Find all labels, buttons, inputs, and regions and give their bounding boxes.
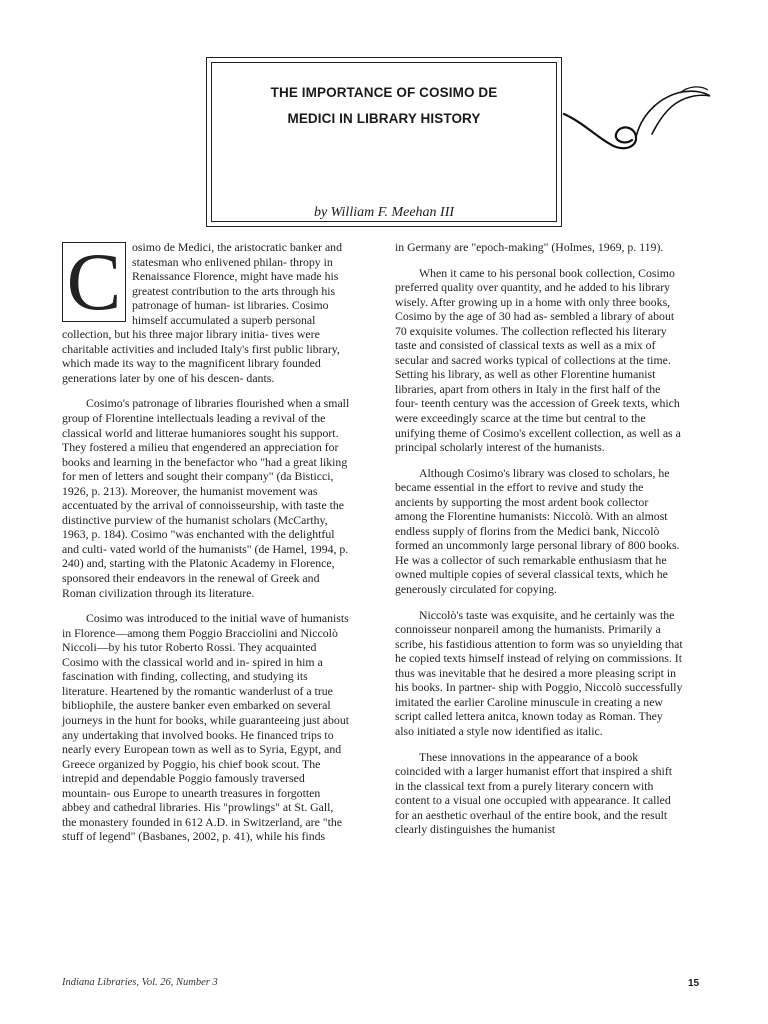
paragraph: These innovations in the appearance of a book coincided with a larger humanist effort that inspired a shift in the classical text from a purely literary concern with content to a visual one occupied with appearance. It called for an aesthetic overhaul of the entire book, and the result clearly distinguishes the humanist (395, 749, 673, 837)
paragraph: Cosimo's patronage of libraries flourished when a small group of Florentine intellectuals leading a revival of the classical world and litterae humaniores sought his support. They fostered a milieu that engendered an appreciation for books and learning in the benefactor who "had a great liking for men of letters and sought their company" (da Bisticci, 1926, p. 213). Moreover, the humanist movement was accentuated by the arrival of connoisseurship, with taste the distinctive purview of the humanist scholars (McCarthy, 1963, p. 184). Cosimo "was enchanted with the delightful and culti- vated world of the humanists" (de Hamel, 1994, p. 240) and, starting with the Platonic Academy in Florence, sponsored their endeavors in the renewal of Greek and Roman civilization through its literature. (62, 396, 350, 600)
drop-cap (62, 236, 126, 327)
left-column (62, 236, 350, 855)
ornamental-flourish-icon (562, 82, 712, 162)
paragraph: Cosimo was introduced to the initial wave of humanists in Florence—among them Poggio Bracciolini and Niccolò Niccoli—by his tutor Roberto Rossi. They acquainted Cosimo with the classical world and in- spired in him a fascination with finding, collecting, and studying its literature. Heartened by the romantic wanderlust of a true bibliophile, the austere banker even embarked on several journeys in the hunt for books, while guaranteeing just about any undertaking that involved books. He financed trips to nearly every European town as well as to Syria, Egypt, and Greece organized by Poggio, his chief book scout. The intrepid and dependable Poggio famously traversed mountain- ous Europe to unearth treasures in forgotten abbey and cathedral libraries. His "prowlings" at St. Gall, the monastery founded in 612 A.D. in Switzerland, are "the stuff of legend" (Basbanes, 2002, p. 41), while his finds (62, 611, 350, 844)
paragraph: in Germany are "epoch-making" (Holmes, 1969, p. 119). (395, 240, 664, 254)
right-column (395, 240, 683, 848)
article-title-line-2: MEDICI IN LIBRARY HISTORY (287, 111, 481, 126)
paragraph: Although Cosimo's library was closed to scholars, he became essential in the effort to revive and study the ancients by supporting the most ardent book collector among the Florentine humanists: Niccolò. With an almost endless supply of florins from the Medici bank, Niccolò formed an uncommonly large personal library of 800 books. He was a collector of such remarkable enthusiasm that he owned multiple copies of several classical texts, which he generously circulated for copying. (395, 465, 680, 597)
page-number: 15 (688, 978, 700, 989)
paragraph: When it came to his personal book collection, Cosimo preferred quality over quantity, and he added to his library wisely. After growing up in a home with only three books, Cosimo by the age of 30 had as- sembled a library of about 70 exquisite volumes. The collection reflected his literary taste and consisted of classical texts as well as a mix of secular and sacred works typical of collections at the time. Setting his library, as well as other Florentine humanist libraries, apart from others in Italy in the first half of the four- teenth century was the accession of Greek texts, which were exceedingly scarce at the time but central to the unifying theme of Cosimo's excellent collection, as well as a principal scholarly interest of the humanists. (395, 265, 681, 455)
title-inner-frame (211, 62, 557, 222)
drop-cap-letter: C (66, 236, 122, 327)
paragraph: osimo de Medici, the aristocratic banker and statesman who enlivened philan- thropy in Renaissance Florence, might have made his greatest contribution to the arts through his patronage of human- ist libraries. Cosimo himself accumulated a superb personal collection, but his three major library initia- tives were charitable activities and included Italy's first public library, which made its way to the magnificent library founded generations later by one of his descen- dants. (62, 240, 342, 385)
title-box (206, 57, 562, 227)
byline: by William F. Meehan III (313, 205, 455, 220)
paragraph: Niccolò's taste was exquisite, and he certainly was the connoisseur nonpareil among the humanists. Primarily a scribe, his fastidious attention to form was so unyielding that he copied texts himself instead of relying on commissions. It thus was inevitable that he desired a more pleasing script in his books. In partner- ship with Poggio, Niccolò successfully imitated the earlier Caroline minuscule in creating a new script called lettera anitca, known today as Roman. They also initiated a style now identified as italic. (395, 607, 683, 738)
article-title-line-1: THE IMPORTANCE OF COSIMO DE (270, 85, 498, 100)
journal-citation: Indiana Libraries, Vol. 26, Number 3 (62, 977, 218, 988)
